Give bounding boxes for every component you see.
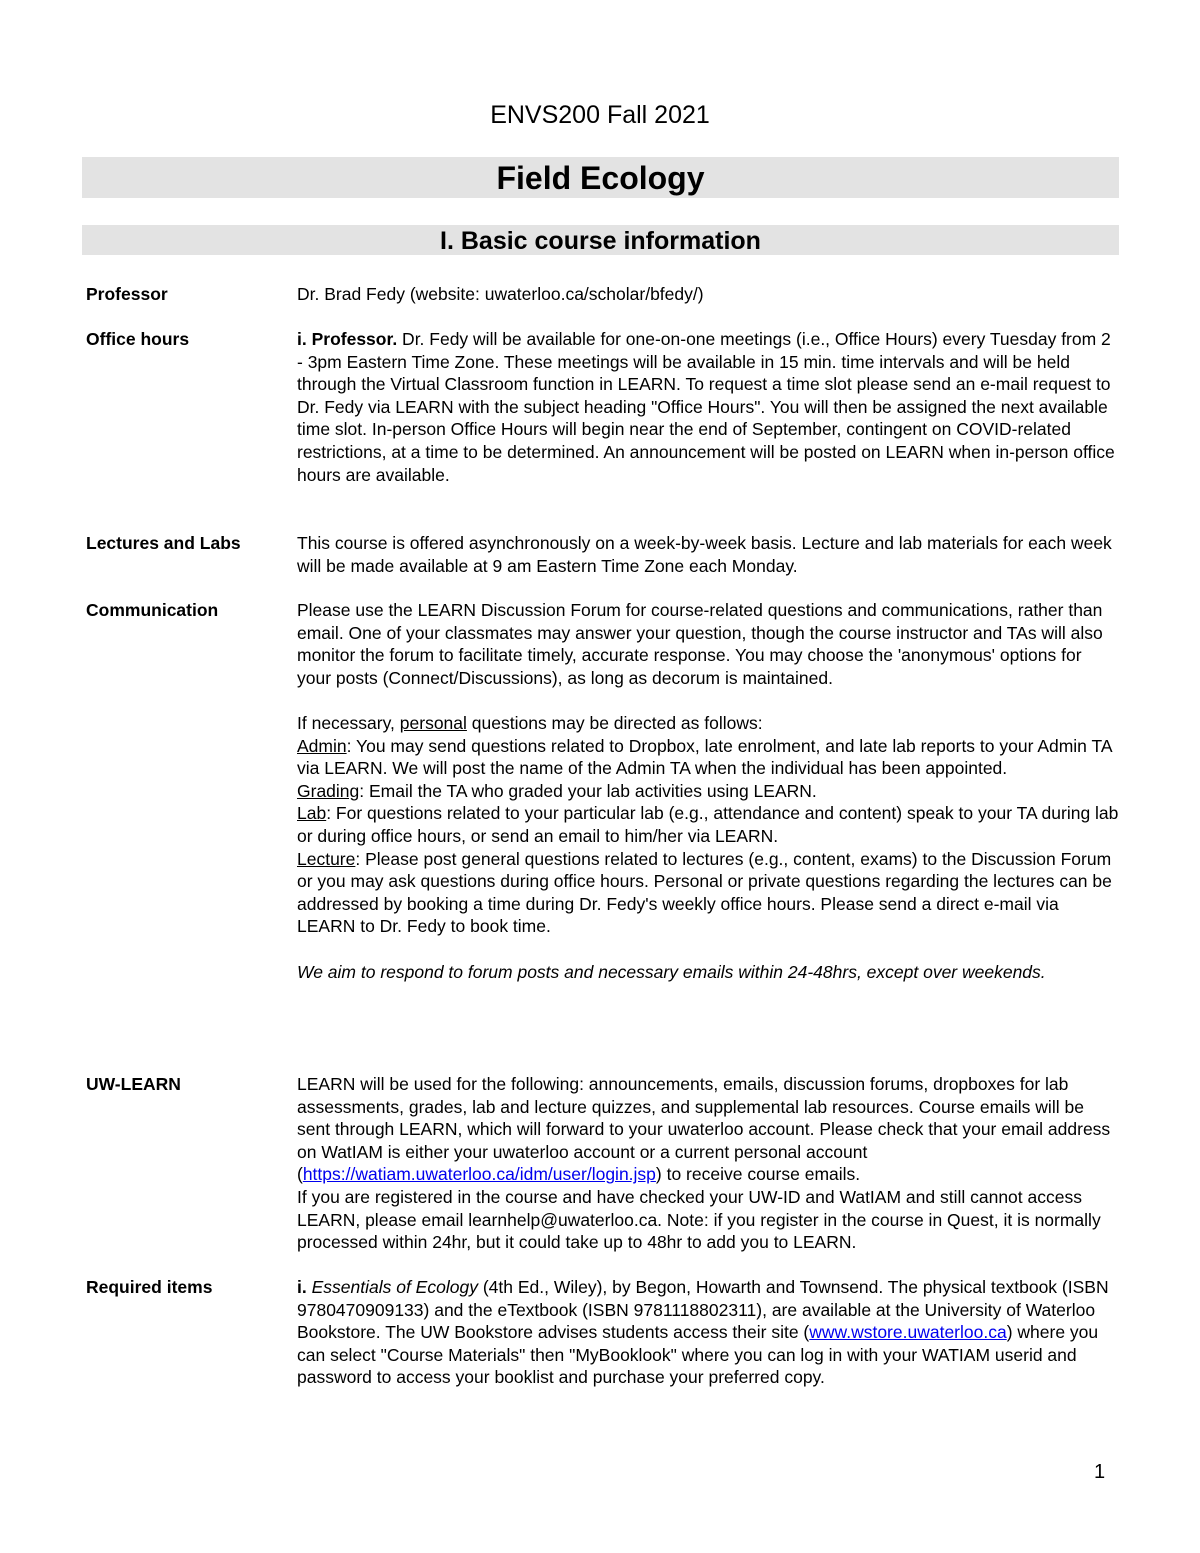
book-title: Essentials of Ecology [311, 1277, 478, 1297]
grading-paragraph: Grading: Email the TA who graded your lab activities using LEARN. [297, 780, 817, 801]
office-hours-body: Dr. Fedy will be available for one-on-one meetings (i.e., Office Hours) every Tuesday from 2 - 3pm Eastern Time Zone. These meetings will be available in 15 min. time intervals and will be held through the Virtual Classroom function in LEARN. To request a time slot please send an e-mail request to Dr. Fedy via LEARN with the subject heading "Office Hours". You will then be assigned the next available time slot. In-person Office Hours will begin near the end of September, contingent on COVID-related restrictions, at a time to be determined. An announcement will be posted on LEARN when in-person office hours are available. [297, 329, 1115, 485]
communication-intro: Please use the LEARN Discussion Forum for course-related questions and communications, rather than email. One of your classmates may answer your question, though the course instructor and TAs will also monitor the forum to facilitate timely, accurate response. You may choose the 'anonymous' options for your posts (Connect/Discussions), as long as decorum is maintained. [297, 600, 1103, 688]
lab-paragraph: Lab: For questions related to your particular lab (e.g., attendance and content) speak to your TA during lab or during office hours, or send an email to him/her via LEARN. [297, 803, 1119, 846]
personal-questions-line: If necessary, personal questions may be directed as follows: [297, 712, 763, 733]
lecture-label: Lecture [297, 848, 356, 869]
course-code: ENVS200 Fall 2021 [490, 101, 710, 129]
page-number: 1 [1094, 1461, 1106, 1483]
response-note: We aim to respond to forum posts and necessary emails within 24-48hrs, except over weekends. [297, 961, 1046, 982]
uw-learn-text: LEARN will be used for the following: announcements, emails, discussion forums, dropboxes for lab assessments, grades, lab and lecture quizzes, and supplemental lab resources. Course emails will be sent through LEARN, which will forward to your uwaterloo account. Please check that your email address on WatIAM is either your uwaterloo account or a current personal account (https://watiam.uwaterloo.ca/idm/user/login.jsp) to receive course emails. If you are registered in the course and have checked your UW-ID and WatIAM and still cannot access LEARN, please email learnhelp@uwaterloo.ca. Note: if you register in the course in Quest, it is normally processed within 24hr, but it could take up to 48hr to add you to LEARN. [297, 1073, 1119, 1254]
professor-label: Professor [86, 284, 168, 304]
watiam-link[interactable]: https://watiam.uwaterloo.ca/idm/user/login.jsp [302, 1164, 656, 1185]
uw-learn-label: UW-LEARN [86, 1074, 181, 1094]
admin-label: Admin [297, 735, 347, 756]
office-hours-lead: i. Professor. [297, 329, 398, 349]
communication-text [297, 599, 1119, 983]
lectures-labs-label: Lectures and Labs [86, 533, 241, 553]
communication-label: Communication [86, 600, 219, 620]
required-items-label: Required items [86, 1277, 213, 1297]
section-title: I. Basic course information [82, 225, 1119, 255]
lecture-paragraph: Lecture: Please post general questions related to lectures (e.g., content, exams) to the Discussion Forum or you may ask questions during office hours. Personal or private questions regarding the lectures can be addressed by booking a time during Dr. Fedy's weekly office hours. Please send a direct e-mail via LEARN to Dr. Fedy to book time. [297, 848, 1112, 937]
page-title: Field Ecology [82, 157, 1119, 198]
lectures-labs-text: This course is offered asynchronously on a week-by-week basis. Lecture and lab materials for each week will be made available at 9 am Eastern Time Zone each Monday. [297, 533, 1112, 576]
required-items-lead: i. [297, 1277, 307, 1297]
bookstore-link[interactable]: www.wstore.uwaterloo.ca [809, 1322, 1007, 1343]
grading-label: Grading [297, 780, 360, 801]
professor-text: Dr. Brad Fedy (website: uwaterloo.ca/scholar/bfedy/) [297, 284, 704, 304]
uw-learn-registration-text: If you are registered in the course and have checked your UW-ID and WatIAM and still cannot access LEARN, please email learnhelp@uwaterloo.ca. Note: if you register in the course in Quest, it is normally processed within 24hr, but it could take up to 48hr to add you to LEARN. [297, 1186, 1101, 1253]
required-items-text: i. Essentials of Ecology (4th Ed., Wiley), by Begon, Howarth and Townsend. The physical textbook (ISBN 9780470909133) and the eTextbook (ISBN 9781118802311), are available at the University of Waterloo Bookstore. The UW Bookstore advises students access their site (www.wstore.uwaterloo.ca) where you can select "Course Materials" then "MyBooklook" where you can log in with your WATIAM userid and password to access your booklist and purchase your preferred copy. [297, 1277, 1109, 1388]
lab-label: Lab [297, 803, 327, 824]
office-hours-label: Office hours [86, 329, 190, 349]
personal-word: personal [399, 712, 467, 733]
admin-paragraph: Admin: You may send questions related to Dropbox, late enrolment, and late lab reports to your Admin TA via LEARN. We will post the name of the Admin TA when the individual has been appointed. [297, 735, 1112, 779]
office-hours-text [297, 328, 1119, 486]
